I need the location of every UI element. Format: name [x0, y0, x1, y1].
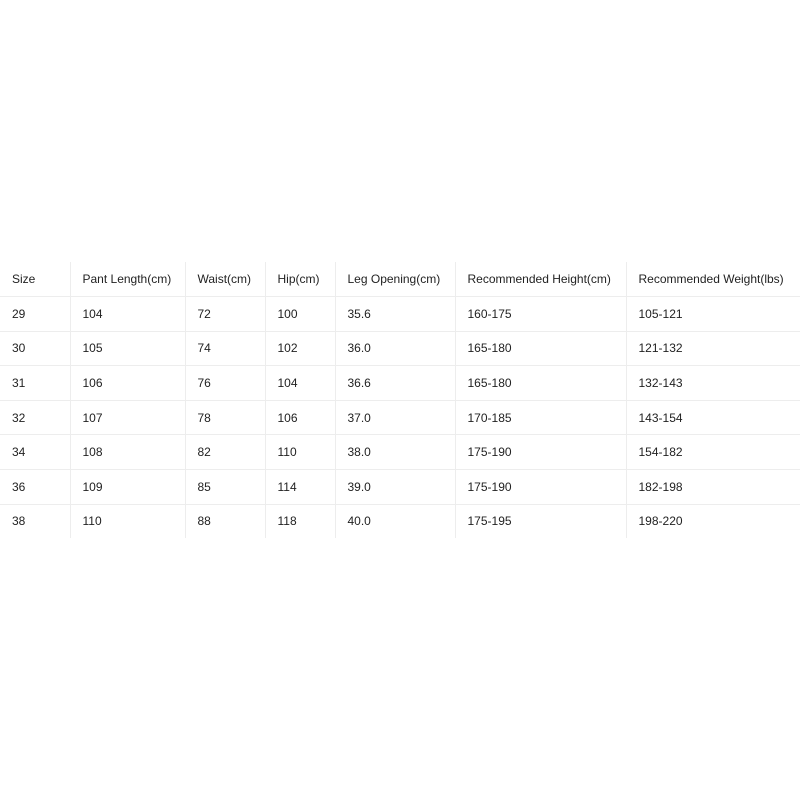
column-header-hip: Hip(cm) — [265, 262, 335, 297]
cell-leg-opening: 38.0 — [335, 435, 455, 470]
cell-recommended-height: 165-180 — [455, 331, 626, 366]
header-row — [0, 262, 800, 297]
cell-hip: 106 — [265, 400, 335, 435]
table-row — [0, 504, 800, 538]
cell-pant-length: 107 — [70, 400, 185, 435]
cell-recommended-height: 165-180 — [455, 366, 626, 401]
cell-waist: 76 — [185, 366, 265, 401]
cell-waist: 88 — [185, 504, 265, 538]
table-row — [0, 435, 800, 470]
cell-recommended-weight: 182-198 — [626, 469, 800, 504]
column-header-recommended-weight: Recommended Weight(lbs) — [626, 262, 800, 297]
cell-waist: 72 — [185, 297, 265, 332]
table-row — [0, 297, 800, 332]
cell-leg-opening: 39.0 — [335, 469, 455, 504]
cell-hip: 110 — [265, 435, 335, 470]
cell-waist: 85 — [185, 469, 265, 504]
cell-recommended-weight: 143-154 — [626, 400, 800, 435]
cell-size: 34 — [0, 435, 70, 470]
cell-recommended-weight: 132-143 — [626, 366, 800, 401]
cell-hip: 100 — [265, 297, 335, 332]
column-header-recommended-height: Recommended Height(cm) — [455, 262, 626, 297]
cell-pant-length: 110 — [70, 504, 185, 538]
cell-size: 32 — [0, 400, 70, 435]
cell-recommended-height: 175-190 — [455, 435, 626, 470]
cell-leg-opening: 36.0 — [335, 331, 455, 366]
cell-waist: 82 — [185, 435, 265, 470]
table-row — [0, 469, 800, 504]
table-row — [0, 366, 800, 401]
cell-size: 29 — [0, 297, 70, 332]
cell-recommended-height: 170-185 — [455, 400, 626, 435]
cell-hip: 104 — [265, 366, 335, 401]
cell-pant-length: 109 — [70, 469, 185, 504]
cell-recommended-height: 160-175 — [455, 297, 626, 332]
column-header-pant-length: Pant Length(cm) — [70, 262, 185, 297]
column-header-size: Size — [0, 262, 70, 297]
cell-leg-opening: 35.6 — [335, 297, 455, 332]
cell-waist: 74 — [185, 331, 265, 366]
size-chart-table — [0, 262, 800, 538]
table-row — [0, 400, 800, 435]
cell-pant-length: 106 — [70, 366, 185, 401]
cell-hip: 102 — [265, 331, 335, 366]
table-row — [0, 331, 800, 366]
cell-leg-opening: 36.6 — [335, 366, 455, 401]
cell-recommended-height: 175-190 — [455, 469, 626, 504]
cell-pant-length: 108 — [70, 435, 185, 470]
cell-recommended-weight: 198-220 — [626, 504, 800, 538]
cell-size: 38 — [12, 514, 26, 529]
cell-pant-length: 104 — [70, 297, 185, 332]
cell-size: 30 — [0, 331, 70, 366]
cell-waist: 78 — [185, 400, 265, 435]
cell-hip: 114 — [265, 469, 335, 504]
cell-pant-length: 105 — [70, 331, 185, 366]
cell-hip: 118 — [265, 504, 335, 538]
cell-size: 31 — [0, 366, 70, 401]
cell-size: 36 — [0, 469, 70, 504]
cell-leg-opening: 40.0 — [335, 504, 455, 538]
cell-recommended-weight: 105-121 — [626, 297, 800, 332]
cell-recommended-weight: 154-182 — [626, 435, 800, 470]
cell-recommended-weight: 121-132 — [626, 331, 800, 366]
cell-recommended-height: 175-195 — [455, 504, 626, 538]
cell-leg-opening: 37.0 — [335, 400, 455, 435]
column-header-leg-opening: Leg Opening(cm) — [335, 262, 455, 297]
column-header-waist: Waist(cm) — [185, 262, 265, 297]
